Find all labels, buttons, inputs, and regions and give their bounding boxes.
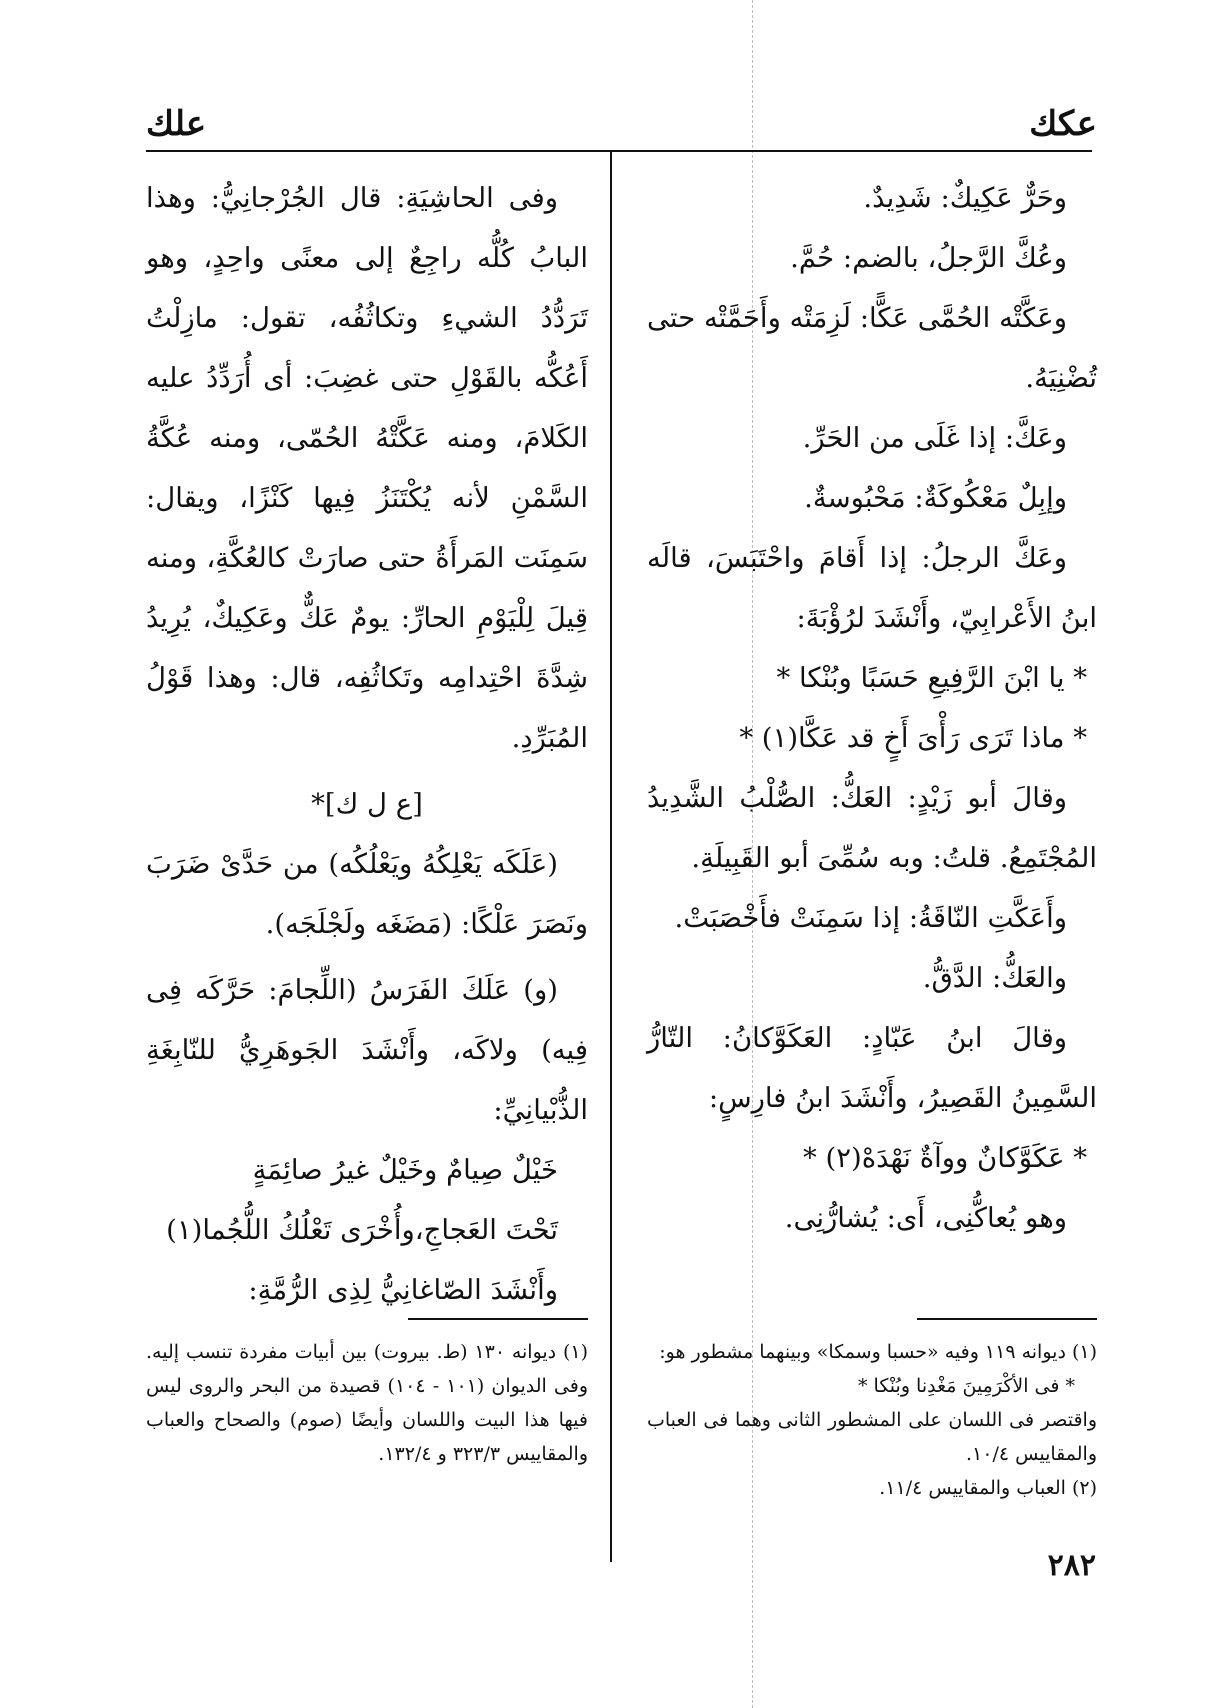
entry-line: وقالَ أبو زَيْدٍ: العَكُّ: الصُّلْبُ الشَّدِيدُ المُجْتَمِعُ. قلتُ: وبه سُمِّىَ أبو القَبِيلَةِ.	[647, 782, 1097, 874]
entry-line: وعَكَّتْه الحُمَّى عَكًّا: لَزِمَتْه وأَحَمَّتْه حتى تُضْنِيَهُ.	[647, 302, 1097, 394]
entry-line: وهو يُعاكُّنِى، أَى: يُشارُّنِى.	[784, 1202, 1067, 1234]
left-column	[146, 168, 588, 1320]
entry-paragraph: (و) عَلَكَ الفَرَسُ (اللِّجامَ: حَرَّكَه فِى فِيه) ولاكَه، وأَنْشَدَ الجَوهَرِيُّ للنّابِغَةِ الذُّبْيانِيِّ:	[146, 974, 588, 1126]
verse-line: * ماذا تَرَى رَأْىَ أَخٍ قد عَكَّا(١) *	[739, 722, 1087, 754]
entry-paragraph: وفى الحاشِيَةِ: قال الجُرْجانِيُّ: وهذا البابُ كُلُّه راجِعٌ إلى معنًى واحِدٍ، وهو تَرَدُّدُ الشيءِ وتكاثُفُه، تقول: مازِلْتُ أَعُكُّه بالقَوْلِ حتى غضِبَ: أى أُرَدِّدُ عليه الكَلامَ، ومنه عَكَّتْهُ الحُمّى، ومنه عُكَّةُ السَّمْنِ لأنه يُكْتَنَزُ فِيها كَنْزًا، ويقال: سَمِنَت المَرأَةُ حتى صارَتْ كالعُكَّةِ، ومنه قِيلَ لِلْيَوْمِ الحارِّ: يومٌ عَكٌّ وعَكِيكٌ، يُرِيدُ شِدَّةَ احْتِدامِه وتَكاثُفِه، قال: وهذا قَوْلُ المُبَرِّدِ.	[146, 182, 588, 754]
footnote-rule	[408, 1318, 588, 1320]
right-footnotes	[647, 1335, 1097, 1505]
footnote: (٢) العباب والمقاييس ١١/٤.	[879, 1477, 1097, 1499]
entry-line: وإبِلٌ مَعْكُوكَةٌ: مَحْبُوسةٌ.	[804, 482, 1067, 514]
header-right-word: عكك	[1029, 104, 1097, 144]
entry-line: وقالَ ابنُ عَبّادٍ: العَكَوَّكانُ: التّارُّ السَّمِينُ القَصِيرُ، وأَنْشَدَ ابنُ فارِسٍ:	[647, 1022, 1097, 1114]
header-left-word: علك	[146, 104, 207, 144]
entry-line: وعُكَّ الرَّجلُ، بالضم: حُمَّ.	[790, 242, 1067, 274]
entry-line: وحَرٌّ عَكِيكٌ: شَدِيدٌ.	[863, 182, 1067, 214]
entry-line: وأَعَكَّتِ النّاقَةُ: إذا سَمِنَتْ فأَخْصَبَتْ.	[674, 902, 1067, 934]
footnote-rule	[917, 1318, 1097, 1320]
footnote: (١) ديوانه ١١٩ وفيه «حسبا وسمكا» وبينهما مشطور هو:	[659, 1341, 1097, 1363]
entry-paragraph: (عَلَكَه يَعْلِكُهُ ويَعْلُكُه) من حَدَّىْ ضَرَبَ ونَصَرَ عَلْكًا: (مَضَغَه ولَجْلَجَه).	[146, 848, 588, 940]
poem-line: تَحْتَ العَجاجِ،وأُخْرَى تَعْلُكُ اللُّجُما(١)	[166, 1214, 558, 1246]
root-heading: [ع ل ك]*	[311, 788, 423, 820]
page-number: ٢٨٢	[1047, 1548, 1096, 1583]
entry-line: وأَنْشَدَ الصّاغانِيُّ لِذِى الرُّمَّةِ:	[248, 1274, 558, 1306]
right-column	[647, 168, 1097, 1248]
poem-line: خَيْلٌ صِيامٌ وخَيْلٌ غيرُ صائِمَةٍ	[252, 1154, 558, 1186]
left-footnotes	[146, 1335, 588, 1471]
verse-line: * يا ابْنَ الرَّفِيعِ حَسَبًا وبُنْكا *	[776, 662, 1087, 694]
footnote: واقتصر فى اللسان على المشطور الثانى وهما فى العباب والمقاييس ١٠/٤.	[647, 1409, 1097, 1465]
entry-line: والعَكُّ: الدَّقُّ.	[922, 962, 1067, 994]
footnote-verse: * فى الأكْرَمِينَ مَغْدِنا وبُنْكا *	[857, 1375, 1075, 1397]
verse-line: * عَكَوَّكانٌ ووآةٌ نَهْدَهْ(٢) *	[803, 1142, 1087, 1174]
entry-line: وعَكَّ: إذا غَلَى من الحَرِّ.	[802, 422, 1067, 454]
entry-line: وعَكَّ الرجلُ: إذا أَقامَ واحْتَبَسَ، قالَه ابنُ الأَعْرابِيّ، وأَنْشَدَ لرُؤْبَةَ:	[647, 542, 1097, 634]
footnote: (١) ديوانه ١٣٠ (ط. بيروت) بين أبيات مفردة تنسب إليه. وفى الديوان (١٠١ - ١٠٤) قصيدة من البحر والروى ليس فيها هذا البيت واللسان وأيضًا (صوم) والصحاح والعباب والمقاييس ٣٢٣/٣ و ١٣٢/٤.	[146, 1341, 589, 1465]
column-divider	[610, 152, 612, 1562]
header-rule	[146, 150, 1092, 152]
